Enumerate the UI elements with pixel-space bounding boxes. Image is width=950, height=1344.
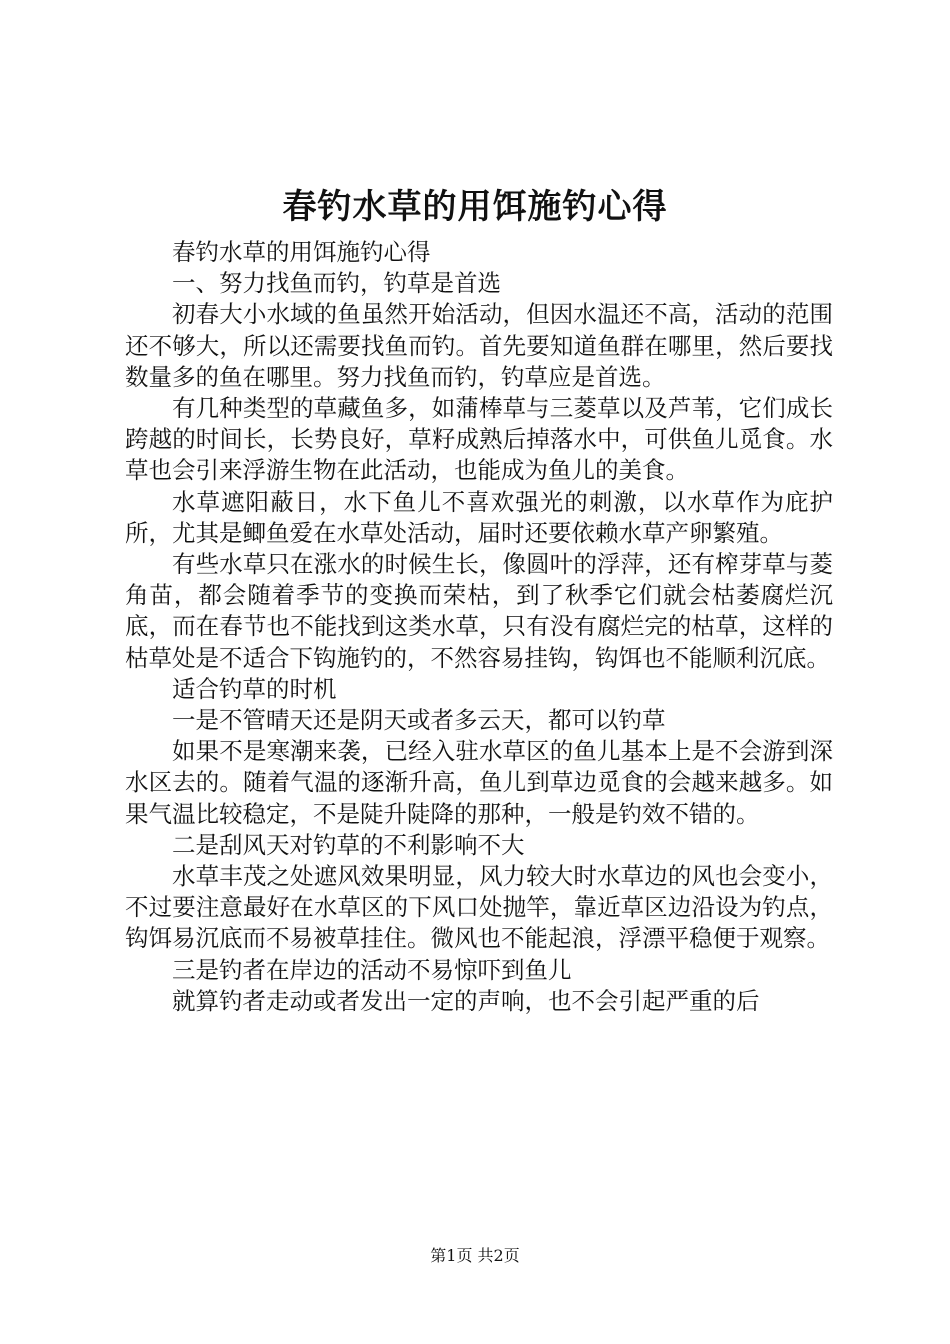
paragraph: 有几种类型的草藏鱼多，如蒲棒草与三菱草以及芦苇，它们成长跨越的时间长，长势良好，草籽成熟后掉落水中，可供鱼儿觅食。水草也会引来浮游生物在此活动，也能成为鱼儿的美食。	[125, 394, 833, 485]
paragraph: 水草丰茂之处遮风效果明显，风力较大时水草边的风也会变小，不过要注意最好在水草区的下风口处抛竿，靠近草区边沿设为钓点，钩饵易沉底而不易被草挂住。微风也不能起浪，浮漂平稳便于观察。	[125, 862, 833, 953]
subheading: 一是不管晴天还是阴天或者多云天，都可以钓草	[172, 706, 666, 735]
paragraph: 水草遮阳蔽日，水下鱼儿不喜欢强光的刺激，以水草作为庇护所，尤其是鲫鱼爱在水草处活动，届时还要依赖水草产卵繁殖。	[125, 487, 833, 547]
page-number-footer: 第1页 共2页	[430, 1246, 520, 1265]
paragraph-subtitle: 春钓水草的用饵施钓心得	[172, 238, 431, 266]
document-title: 春钓水草的用饵施钓心得	[282, 187, 668, 227]
subheading: 二是刮风天对钓草的不利影响不大	[172, 830, 525, 859]
document-body	[125, 237, 833, 1017]
section-heading-2: 适合钓草的时机	[172, 674, 337, 703]
subheading: 三是钓者在岸边的活动不易惊吓到鱼儿	[172, 955, 572, 984]
paragraph: 有些水草只在涨水的时候生长，像圆叶的浮萍，还有榨芽草与菱角苗，都会随着季节的变换而荣枯，到了秋季它们就会枯萎腐烂沉底，而在春节也不能找到这类水草，只有没有腐烂完的枯草，这样的枯草处是不适合下钩施钓的，不然容易挂钩，钩饵也不能顺利沉底。	[125, 550, 833, 672]
paragraph: 就算钓者走动或者发出一定的声响，也不会引起严重的后	[172, 986, 760, 1015]
section-heading-1: 一、努力找鱼而钓，钓草是首选	[172, 269, 501, 298]
paragraph: 如果不是寒潮来袭，已经入驻水草区的鱼儿基本上是不会游到深水区去的。随着气温的逐渐升高，鱼儿到草边觅食的会越来越多。如果气温比较稳定，不是陡升陡降的那种，一般是钓效不错的。	[125, 737, 833, 828]
paragraph: 初春大小水域的鱼虽然开始活动，但因水温还不高，活动的范围还不够大，所以还需要找鱼而钓。首先要知道鱼群在哪里，然后要找数量多的鱼在哪里。努力找鱼而钓，钓草应是首选。	[125, 300, 833, 391]
